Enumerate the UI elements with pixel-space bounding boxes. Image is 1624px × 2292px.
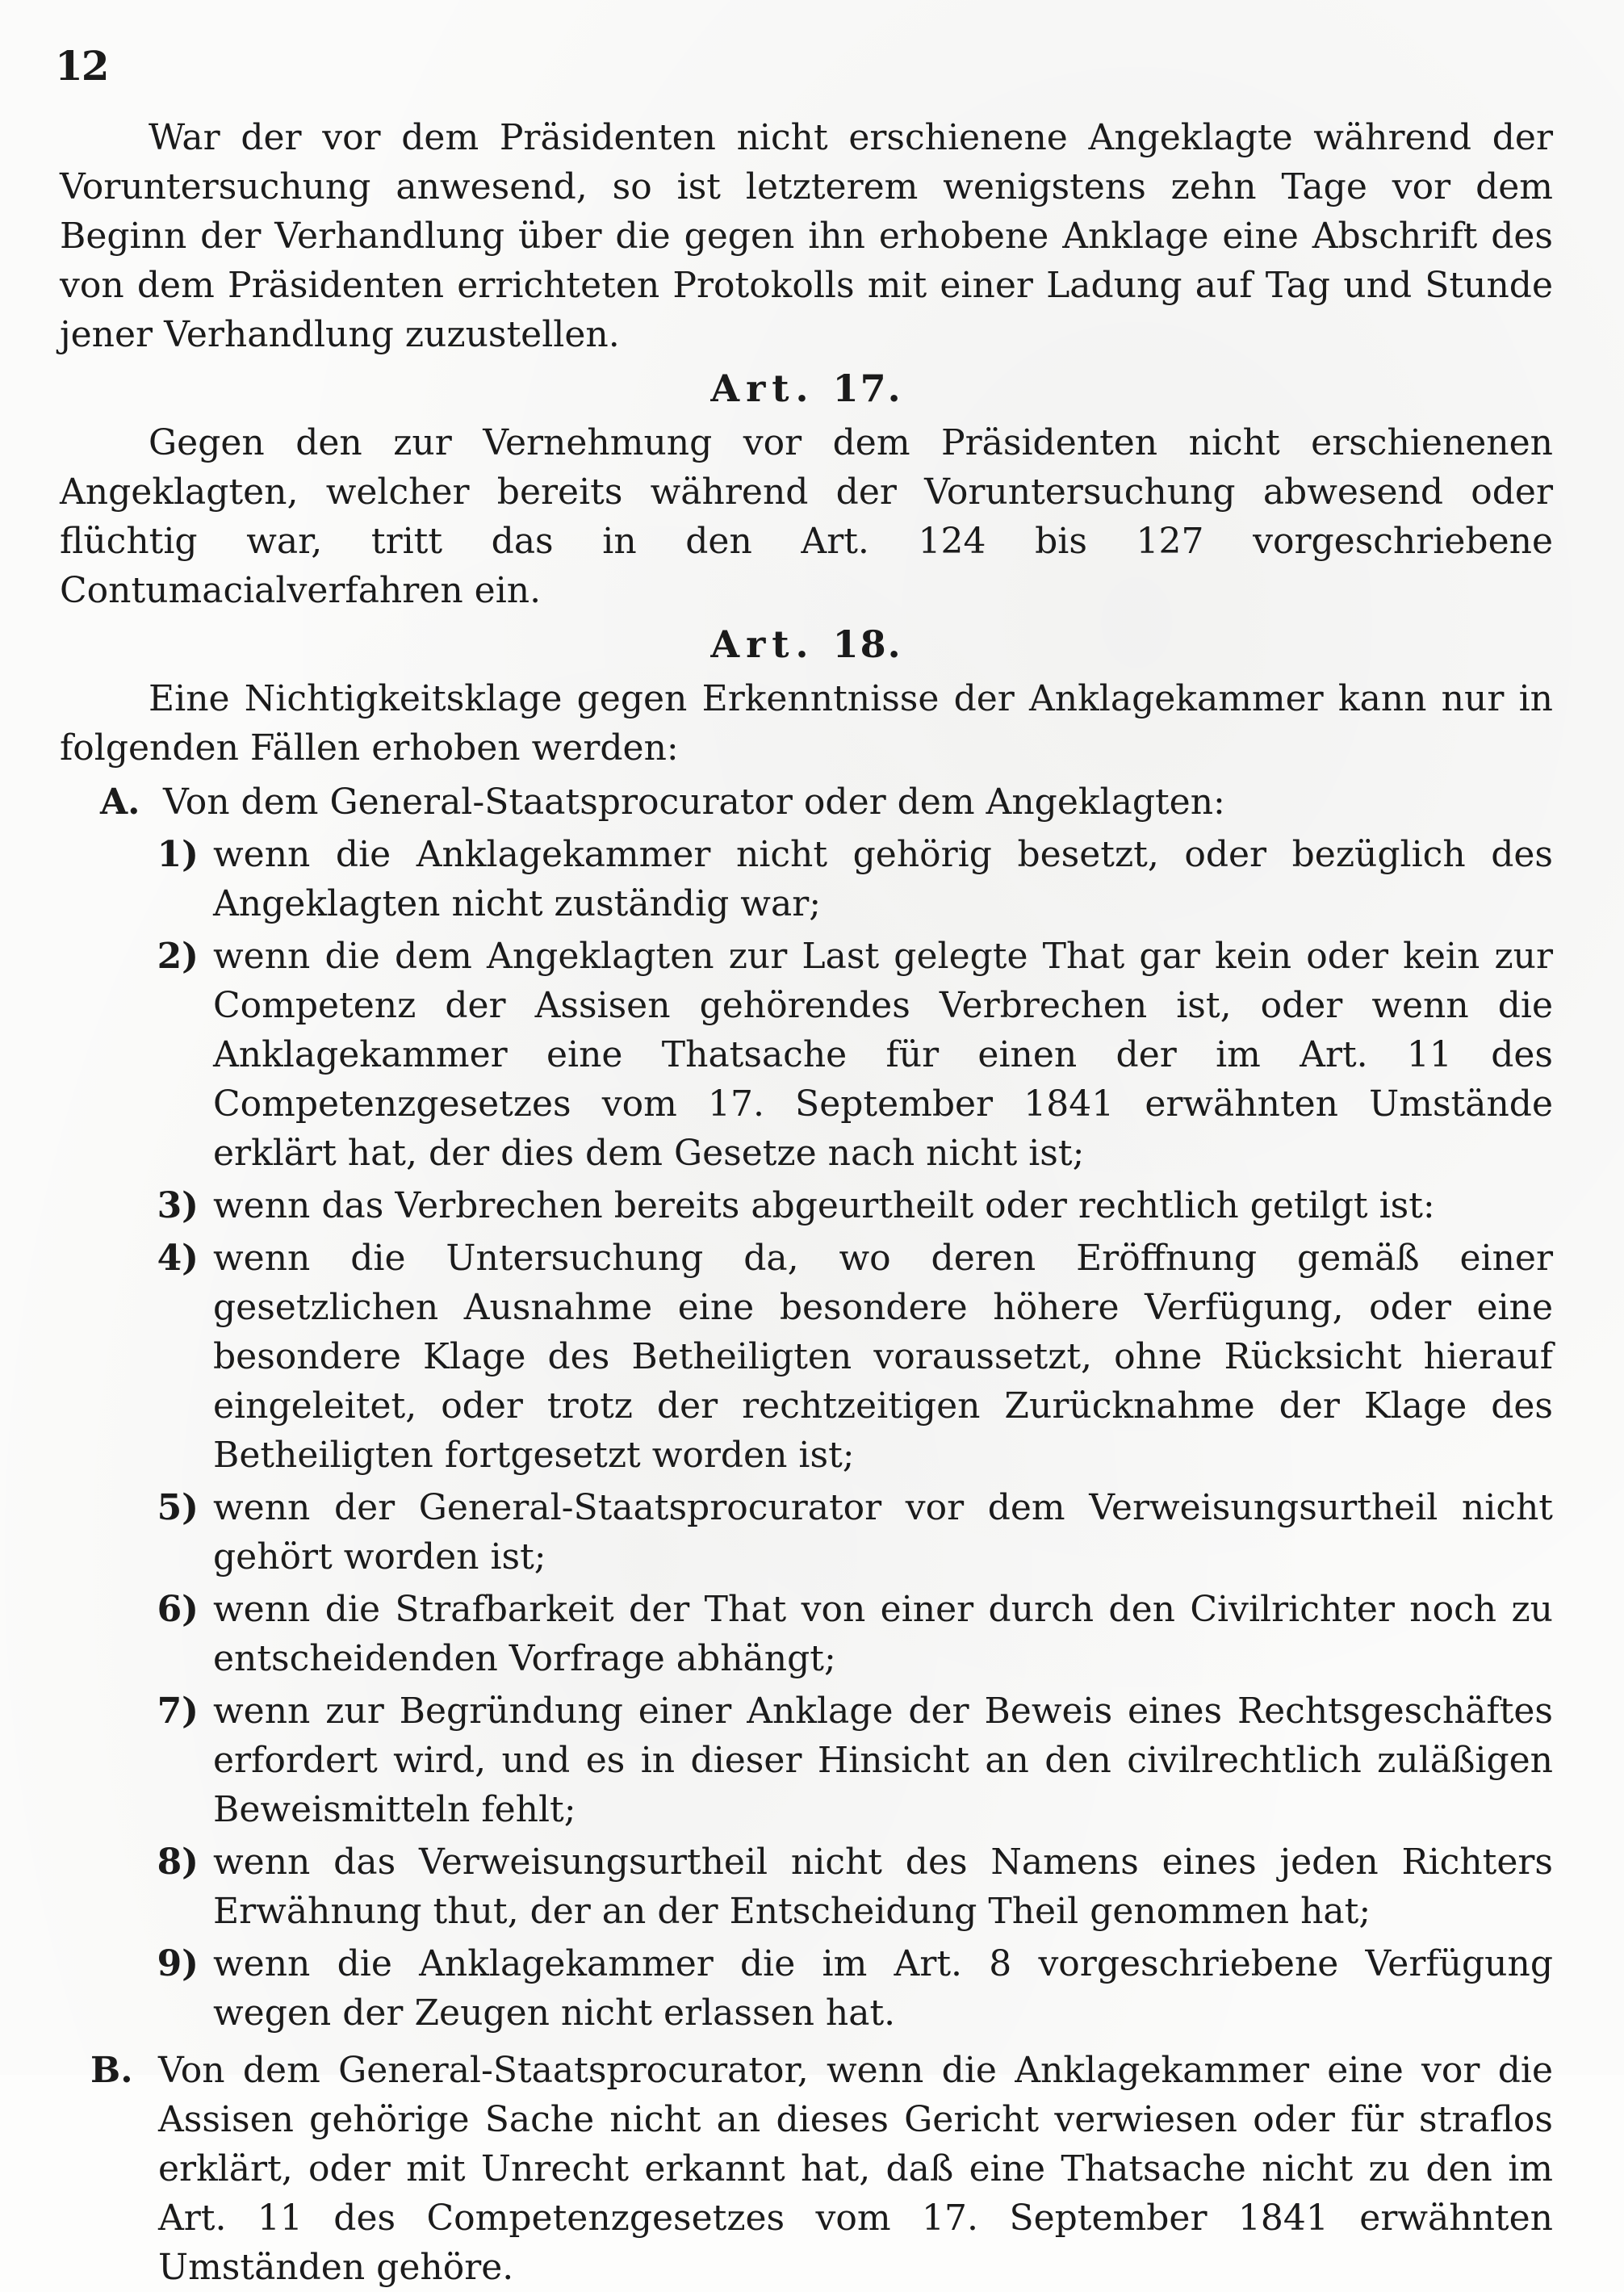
item-text: wenn die Anklagekammer nicht gehörig besetzt, oder bezüglich des Angeklagten nicht zuständig war; [213,834,1553,924]
item-text: wenn die Anklagekammer die im Art. 8 vorgeschriebene Verfügung wegen der Zeugen nicht erlassen hat. [213,1943,1553,2034]
item-number: 3) [157,1185,199,1226]
item-text: wenn das Verbrechen bereits abgeurtheilt oder rechtlich getilgt ist: [213,1185,1435,1226]
section-label: B. [90,2050,133,2091]
item-text: wenn die Strafbarkeit der That von einer durch den Civilrichter noch zu entscheidenden Vorfrage abhängt; [213,1589,1553,1679]
item-number: 6) [157,1589,199,1630]
section-b [60,2046,1553,2292]
article-number: 17. [832,367,902,410]
article-prefix: Art. [710,622,815,666]
article-prefix: Art. [710,367,815,410]
section-text: Von dem General-Staatsprocurator oder dem Angeklagten: [163,781,1225,823]
article-18-text: Eine Nichtigkeitsklage gegen Erkenntnisse der Anklagekammer kann nur in folgenden Fällen erhoben werden: [60,678,1553,769]
item-text: wenn die Untersuchung da, wo deren Eröffnung gemäß einer gesetzlichen Ausnahme eine besondere höhere Verfügung, oder eine besondere Klage des Betheiligten voraussetzt, ohne Rücksicht hierauf eingeleitet, oder trotz der rechtzeitigen Zurücknahme der Klage des Betheiligten fortgesetzt worden ist; [213,1238,1553,1476]
page-body [60,113,1553,2292]
section-label: A. [100,781,140,823]
list-item [60,1234,1553,1480]
section-text: Von dem General-Staatsprocurator, wenn die Anklagekammer eine vor die Assisen gehörige Sache nicht an dieses Gericht verwiesen oder für straflos erklärt, oder mit Unrecht erkannt hat, daß eine Thatsache nicht zu den im Art. 11 des Competenzgesetzes vom 17. September 1841 erwähnten Umständen gehöre. [158,2050,1553,2288]
section-a-items [60,830,1553,2038]
list-item [60,1837,1553,1936]
list-item [60,1483,1553,1582]
item-text: wenn zur Begründung einer Anklage der Beweis eines Rechtsgeschäftes erfordert wird, und es in dieser Hinsicht an den civilrechtlich zuläßigen Beweismitteln fehlt; [213,1691,1553,1830]
page-number: 12 [55,42,108,90]
list-item [60,1939,1553,2038]
article-number: 18. [832,622,902,666]
section-a [60,777,1553,827]
item-number: 9) [157,1943,199,1984]
list-item [60,1585,1553,1683]
item-number: 2) [157,936,199,977]
list-item [60,830,1553,928]
item-number: 5) [157,1487,199,1528]
item-text: wenn der General-Staatsprocurator vor dem Verweisungsurtheil nicht gehört worden ist; [213,1487,1553,1578]
article-17-heading [60,364,1553,413]
item-number: 7) [157,1691,199,1732]
item-number: 8) [157,1842,199,1883]
list-item [60,1687,1553,1834]
item-number: 4) [157,1238,199,1279]
intro-paragraph: War der vor dem Präsidenten nicht erschienene Angeklagte während der Voruntersuchung anwesend, so ist letzterem wenigstens zehn Tage vor dem Beginn der Verhandlung über die gegen ihn erhobene Anklage eine Abschrift des von dem Präsidenten errichteten Protokolls mit einer Ladung auf Tag und Stunde jener Verhandlung zuzustellen. [60,117,1553,355]
article-18-heading [60,620,1553,669]
list-item [60,932,1553,1178]
article-17-text: Gegen den zur Vernehmung vor dem Präsidenten nicht erschienenen Angeklagten, welcher bereits während der Voruntersuchung abwesend oder flüchtig war, tritt das in den Art. 124 bis 127 vorgeschriebene Contumacialverfahren ein. [60,422,1553,611]
list-item [60,1181,1553,1230]
item-text: wenn die dem Angeklagten zur Last gelegte That gar kein oder kein zur Competenz der Assisen gehörendes Verbrechen ist, oder wenn die Anklagekammer eine Thatsache für einen der im Art. 11 des Competenzgesetzes vom 17. September 1841 erwähnten Umstände erklärt hat, der dies dem Gesetze nach nicht ist; [213,936,1553,1174]
item-number: 1) [157,834,199,875]
item-text: wenn das Verweisungsurtheil nicht des Namens eines jeden Richters Erwähnung thut, der an der Entscheidung Theil genommen hat; [213,1842,1553,1932]
